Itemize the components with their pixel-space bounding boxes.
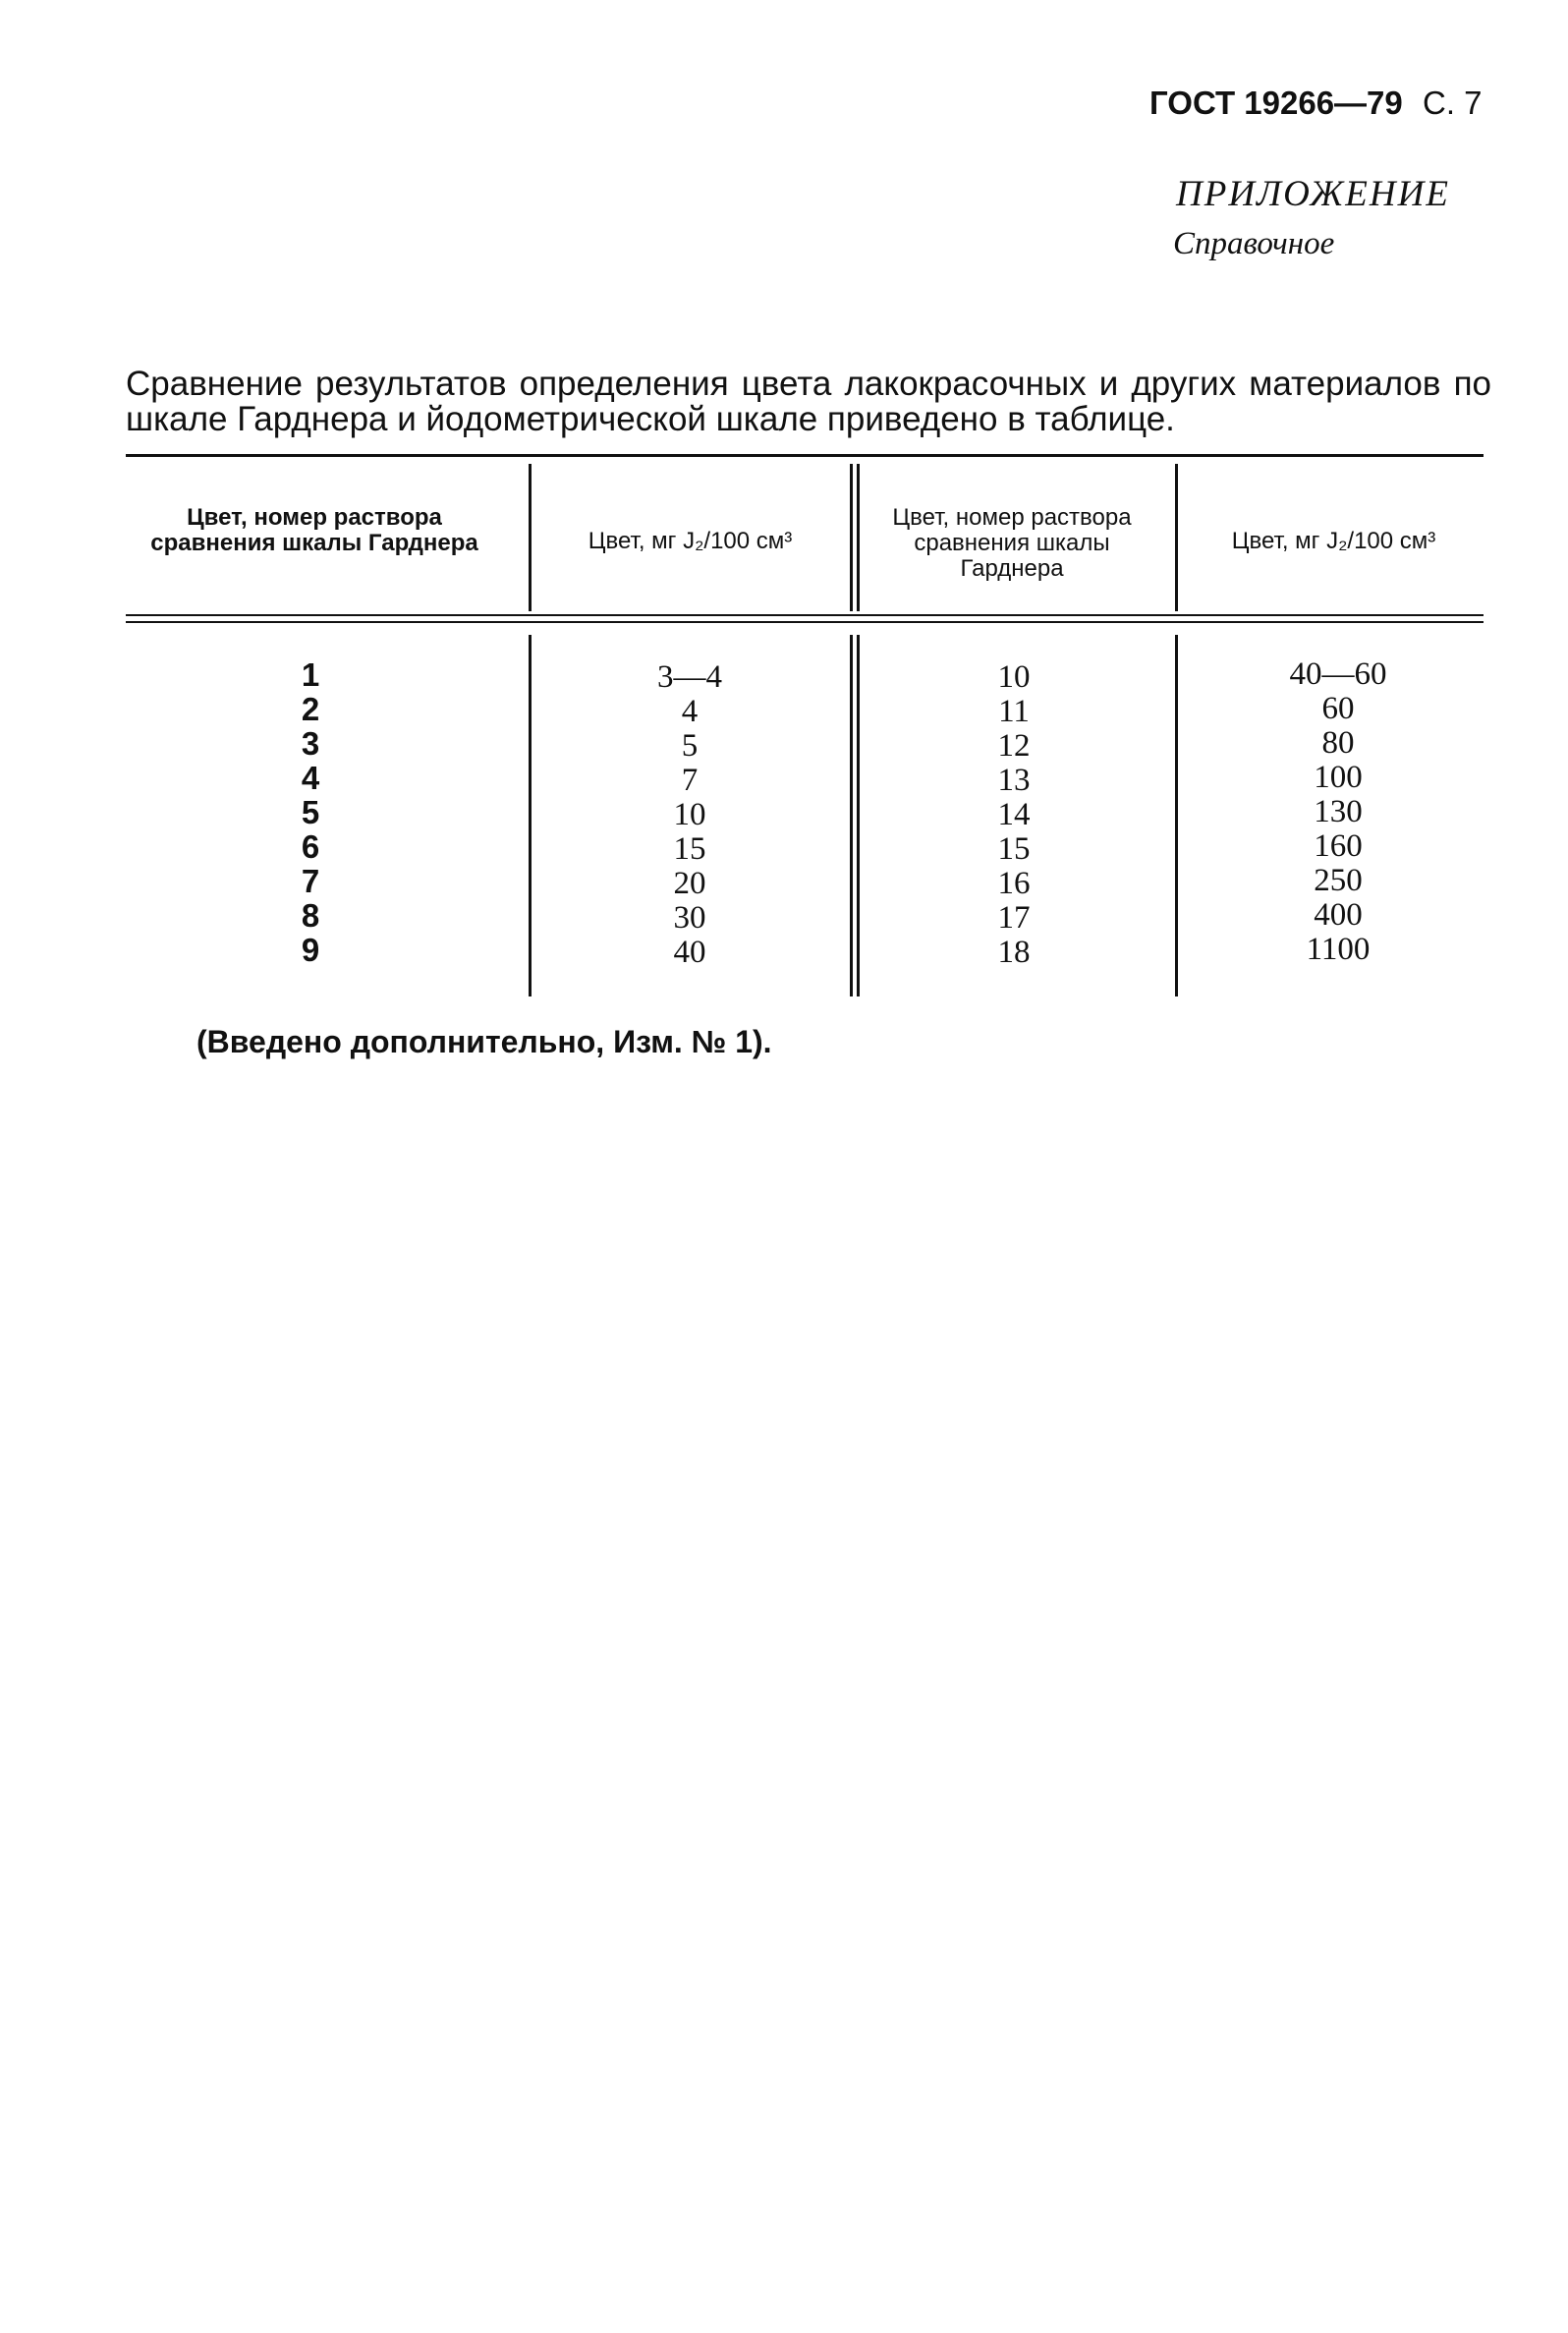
col-divider-2b-body <box>857 635 860 996</box>
header-bottom-rule-2 <box>126 621 1484 623</box>
table-cell: 16 <box>997 866 1031 901</box>
table-cell: 17 <box>997 900 1031 936</box>
table-cell: 30 <box>673 900 706 936</box>
table-cell: 1100 <box>1306 932 1371 967</box>
table-cell: 10 <box>997 659 1031 695</box>
intro-paragraph: Сравнение результатов определения цвета лакокрасочных и других материалов по шкале Гарднера и йодометрической шкале приведено в таблице. <box>126 365 1491 438</box>
table-cell: 8 <box>301 897 320 934</box>
table-cell: 3 <box>301 725 320 762</box>
col-header-gardner-2: Цвет, номер раствора сравнения шкалы Гарднера <box>892 504 1132 582</box>
table-cell: 5 <box>681 728 699 764</box>
table-cell: 20 <box>673 866 706 901</box>
table-cell: 15 <box>997 831 1031 867</box>
table-cell: 160 <box>1314 828 1363 864</box>
col-header-gardner-1: Цвет, номер раствора сравнения шкалы Гарднера <box>150 504 478 556</box>
table-cell: 1 <box>301 656 320 693</box>
table-cell: 9 <box>301 932 320 968</box>
table-cell: 15 <box>673 831 706 867</box>
table-cell: 13 <box>997 763 1031 798</box>
table-top-rule <box>126 454 1484 457</box>
table-cell: 4 <box>301 760 320 796</box>
col-divider-1-body <box>529 635 532 996</box>
table-cell: 60 <box>1321 691 1355 726</box>
table-cell: 6 <box>301 828 320 865</box>
table-cell: 11 <box>998 694 1030 729</box>
table-cell: 40—60 <box>1289 656 1387 692</box>
col-divider-2a <box>850 464 853 611</box>
table-cell: 40 <box>673 935 706 970</box>
amendment-note: (Введено дополнительно, Изм. № 1). <box>196 1024 772 1059</box>
table-cell: 80 <box>1321 725 1355 761</box>
standard-number: ГОСТ 19266—79 <box>1149 85 1403 121</box>
table-cell: 14 <box>997 797 1031 832</box>
col-header-iodine-1: Цвет, мг J₂/100 см³ <box>588 528 793 554</box>
page-number: С. 7 <box>1423 85 1483 121</box>
col-header-iodine-2: Цвет, мг J₂/100 см³ <box>1231 528 1436 554</box>
table-cell: 18 <box>997 935 1031 970</box>
table-cell: 10 <box>673 797 706 832</box>
col-divider-3 <box>1175 464 1178 611</box>
col-divider-1 <box>529 464 532 611</box>
table-cell: 7 <box>681 763 699 798</box>
table-cell: 130 <box>1314 794 1363 829</box>
col-divider-3-body <box>1175 635 1178 996</box>
table-cell: 2 <box>301 691 320 727</box>
table-cell: 5 <box>301 794 320 830</box>
table-cell: 12 <box>997 728 1031 764</box>
appendix-type: Справочное <box>1173 226 1335 261</box>
appendix-title: ПРИЛОЖЕНИЕ <box>1176 174 1450 214</box>
table-cell: 4 <box>681 694 699 729</box>
table-cell: 7 <box>301 863 320 899</box>
table-cell: 3—4 <box>657 659 722 695</box>
page-header <box>1149 85 1483 123</box>
table-cell: 250 <box>1314 863 1363 898</box>
header-bottom-rule <box>126 614 1484 616</box>
col-divider-2a-body <box>850 635 853 996</box>
table-cell: 400 <box>1314 897 1363 933</box>
col-divider-2b <box>857 464 860 611</box>
table-cell: 100 <box>1314 760 1363 795</box>
